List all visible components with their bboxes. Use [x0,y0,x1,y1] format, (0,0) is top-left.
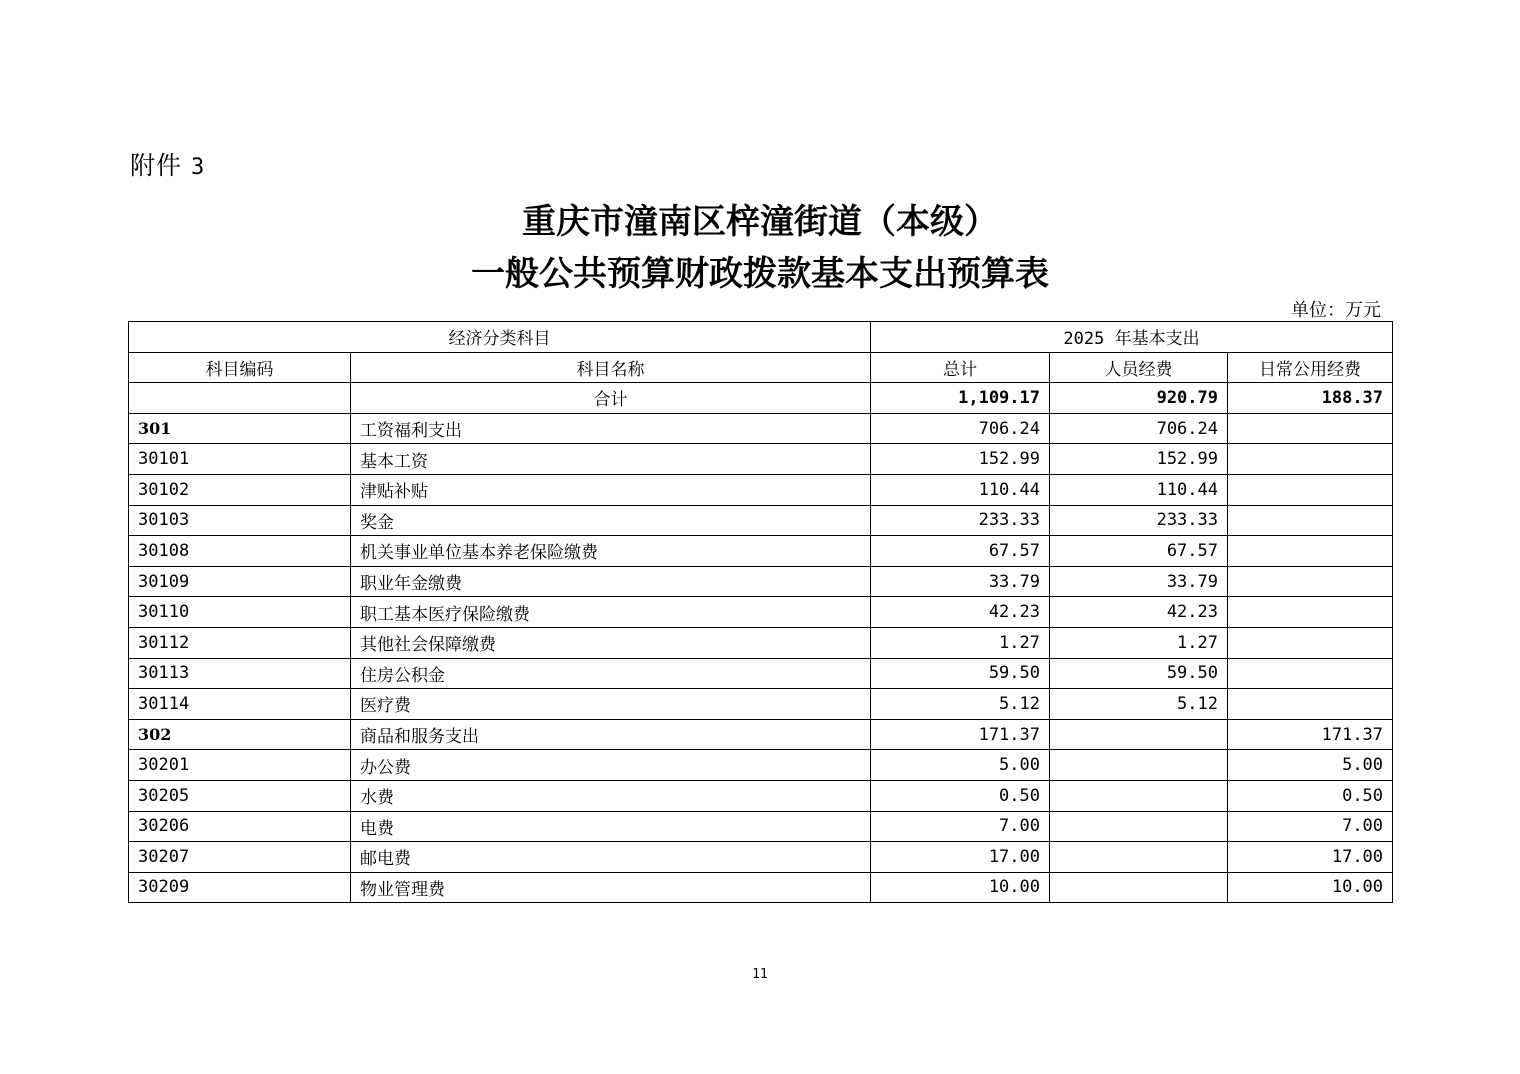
row-total: 17.00 [871,842,1050,873]
row-name: 医疗费 [351,689,871,720]
table-row [129,780,1393,811]
row-personnel [1050,842,1228,873]
row-total: 33.79 [871,566,1050,597]
table-row [129,719,1393,750]
row-public [1228,566,1393,597]
attachment-text: 附件 [130,151,183,180]
table-row [129,872,1393,903]
total-public: 188.37 [1228,383,1393,414]
table-row [129,658,1393,689]
row-public [1228,689,1393,720]
row-name: 津贴补贴 [351,474,871,505]
row-total: 5.12 [871,689,1050,720]
row-total: 59.50 [871,658,1050,689]
row-name: 职工基本医疗保险缴费 [351,597,871,628]
row-public: 17.00 [1228,842,1393,873]
row-name: 物业管理费 [351,872,871,903]
total-personnel: 920.79 [1050,383,1228,414]
header-code: 科目编码 [129,352,351,383]
header-public: 日常公用经费 [1228,352,1393,383]
row-personnel [1050,780,1228,811]
row-public [1228,505,1393,536]
row-code: 30201 [129,750,351,781]
page-number: 11 [752,967,768,982]
row-personnel: 233.33 [1050,505,1228,536]
row-name: 工资福利支出 [351,413,871,444]
row-public: 0.50 [1228,780,1393,811]
row-code: 30205 [129,780,351,811]
column-header-row [129,352,1393,383]
header-basic-expense: 2025 年基本支出 [871,322,1393,353]
row-code: 302 [129,719,351,750]
row-public [1228,474,1393,505]
row-total: 152.99 [871,444,1050,475]
table-row [129,474,1393,505]
row-total: 1.27 [871,627,1050,658]
table-row [129,444,1393,475]
row-code: 30209 [129,872,351,903]
row-name: 水费 [351,780,871,811]
row-total: 42.23 [871,597,1050,628]
row-total: 171.37 [871,719,1050,750]
row-total: 0.50 [871,780,1050,811]
total-name: 合计 [351,383,871,414]
row-code: 30102 [129,474,351,505]
header-personnel: 人员经费 [1050,352,1228,383]
row-public [1228,536,1393,567]
unit-label: 单位：万元 [1291,300,1381,321]
group-header-row [129,322,1393,353]
row-code: 30110 [129,597,351,628]
row-total: 706.24 [871,413,1050,444]
row-code: 301 [129,413,351,444]
row-public [1228,413,1393,444]
row-code: 30206 [129,811,351,842]
row-personnel [1050,719,1228,750]
table-row [129,627,1393,658]
row-public: 7.00 [1228,811,1393,842]
row-personnel: 42.23 [1050,597,1228,628]
row-total: 110.44 [871,474,1050,505]
row-personnel: 67.57 [1050,536,1228,567]
row-name: 邮电费 [351,842,871,873]
row-name: 电费 [351,811,871,842]
row-code: 30207 [129,842,351,873]
table-row [129,413,1393,444]
table-row [129,505,1393,536]
row-name: 其他社会保障缴费 [351,627,871,658]
document-title-line1: 重庆市潼南区梓潼街道（本级） [522,202,998,242]
document-title-line2: 一般公共预算财政拨款基本支出预算表 [471,254,1049,294]
row-total: 5.00 [871,750,1050,781]
row-code: 30113 [129,658,351,689]
table-row [129,811,1393,842]
row-total: 233.33 [871,505,1050,536]
row-public [1228,444,1393,475]
row-name: 职业年金缴费 [351,566,871,597]
row-name: 办公费 [351,750,871,781]
budget-table [128,321,1393,903]
table-row [129,842,1393,873]
row-personnel: 110.44 [1050,474,1228,505]
row-personnel [1050,872,1228,903]
total-row [129,383,1393,414]
row-public: 5.00 [1228,750,1393,781]
row-name: 奖金 [351,505,871,536]
table-row [129,597,1393,628]
row-personnel: 5.12 [1050,689,1228,720]
table-row [129,566,1393,597]
row-name: 机关事业单位基本养老保险缴费 [351,536,871,567]
row-public: 10.00 [1228,872,1393,903]
row-name: 住房公积金 [351,658,871,689]
row-personnel: 152.99 [1050,444,1228,475]
row-public [1228,658,1393,689]
row-code: 30112 [129,627,351,658]
header-classification: 经济分类科目 [129,322,871,353]
header-name: 科目名称 [351,352,871,383]
row-personnel [1050,750,1228,781]
row-personnel [1050,811,1228,842]
total-code [129,383,351,414]
row-public [1228,627,1393,658]
row-code: 30114 [129,689,351,720]
row-total: 67.57 [871,536,1050,567]
table-row [129,689,1393,720]
row-total: 7.00 [871,811,1050,842]
attachment-label [130,146,205,182]
row-name: 基本工资 [351,444,871,475]
row-personnel: 706.24 [1050,413,1228,444]
row-public [1228,597,1393,628]
row-personnel: 59.50 [1050,658,1228,689]
row-name: 商品和服务支出 [351,719,871,750]
attachment-number: 3 [190,155,206,180]
total-total: 1,109.17 [871,383,1050,414]
row-total: 10.00 [871,872,1050,903]
row-public: 171.37 [1228,719,1393,750]
header-total: 总计 [871,352,1050,383]
table-row [129,750,1393,781]
row-code: 30108 [129,536,351,567]
row-code: 30101 [129,444,351,475]
row-code: 30103 [129,505,351,536]
row-personnel: 1.27 [1050,627,1228,658]
row-code: 30109 [129,566,351,597]
row-personnel: 33.79 [1050,566,1228,597]
table-row [129,536,1393,567]
